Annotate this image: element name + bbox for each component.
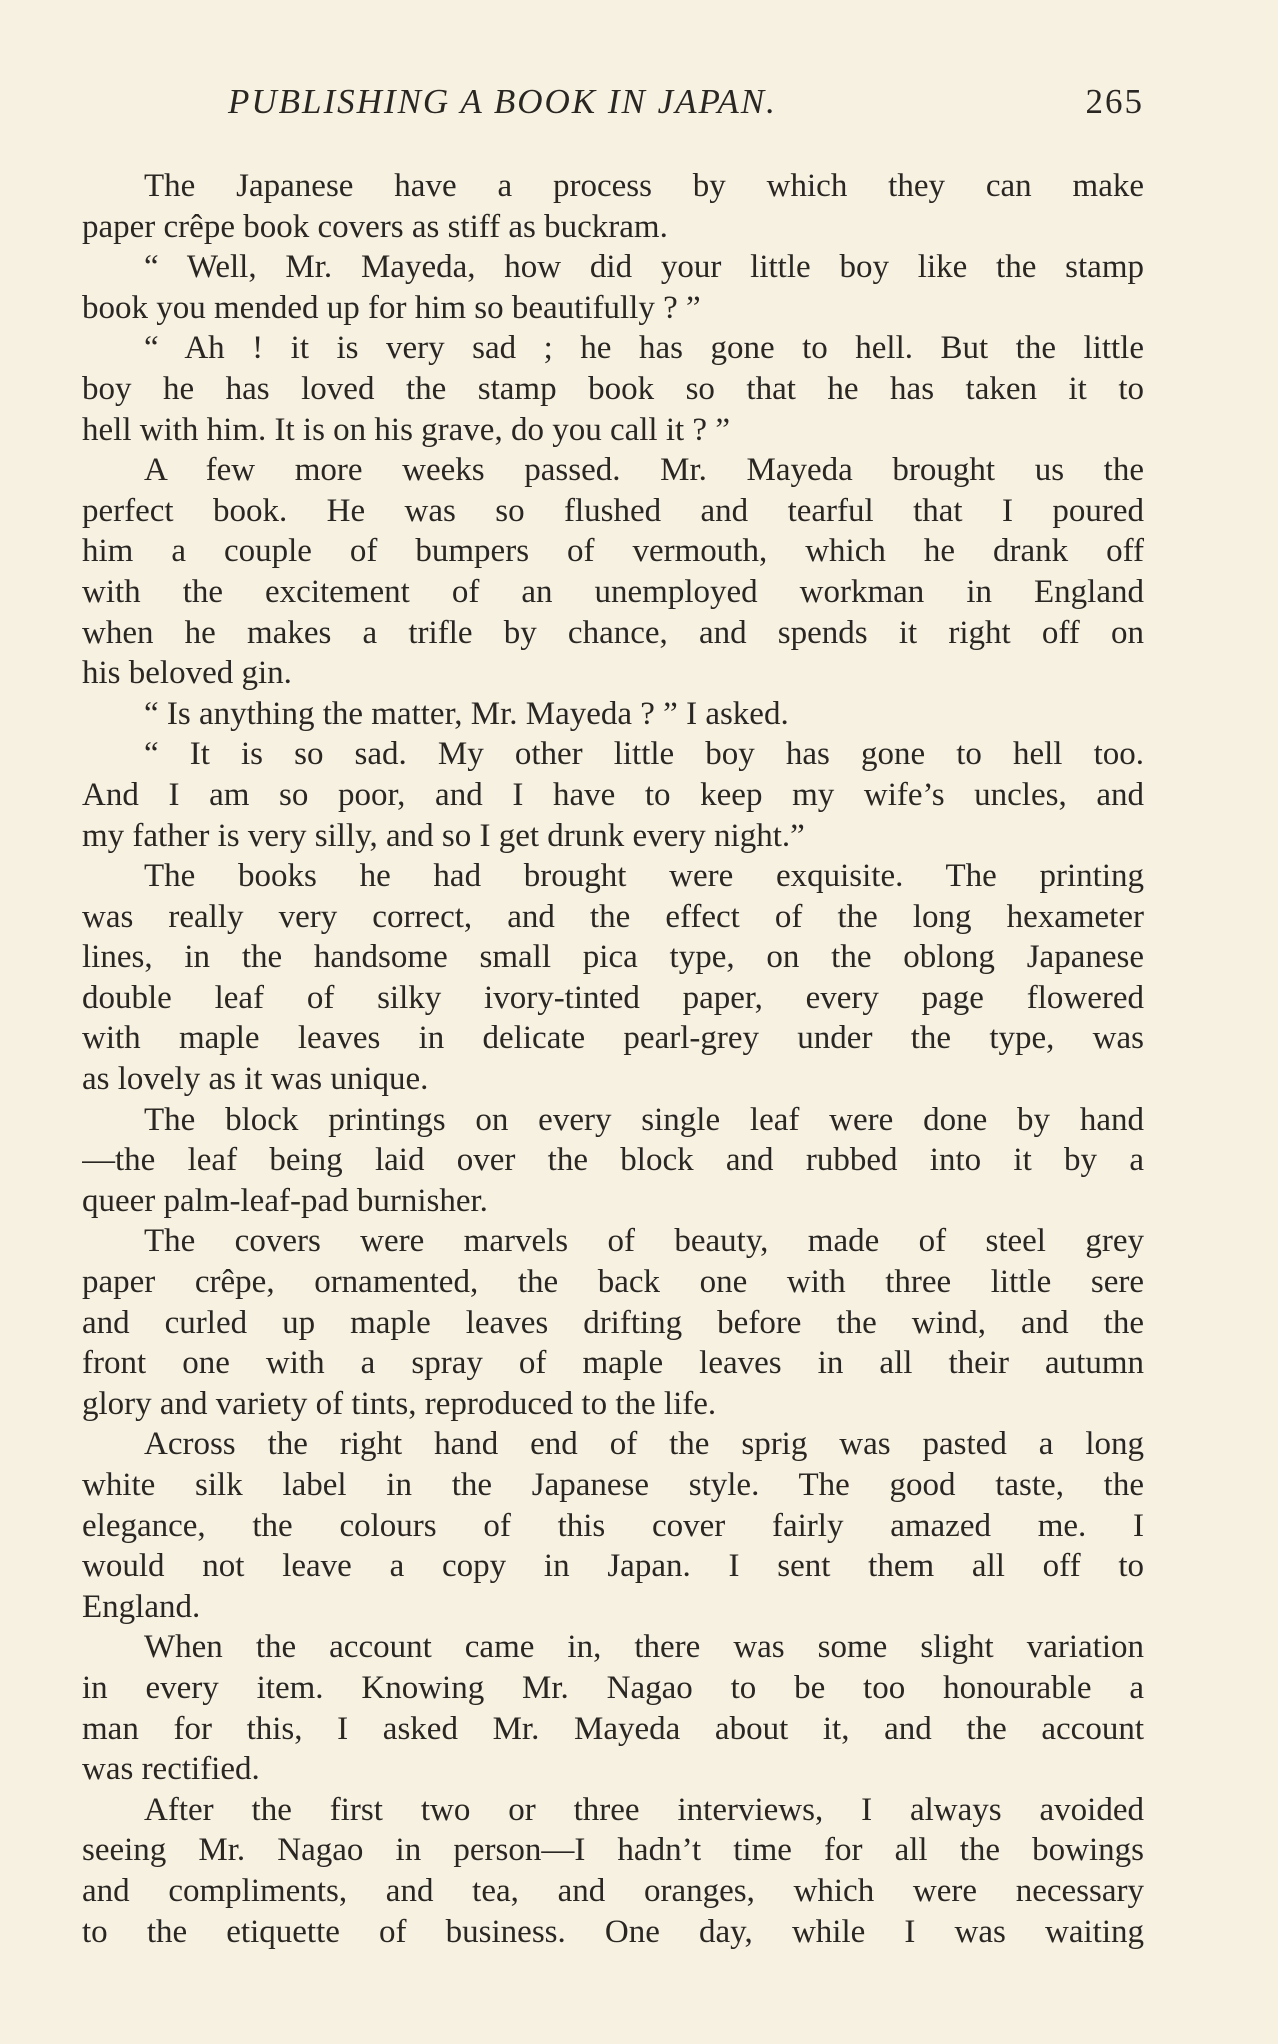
text-line: “ It is so sad. My other little boy has gone to hell too. (144, 736, 1144, 773)
text-line: his beloved gin. (82, 655, 292, 692)
text-line: Across the right hand end of the sprig was pasted a long (144, 1426, 1144, 1463)
text-line: book you mended up for him so beautifully ? ” (82, 289, 701, 326)
text-line: paper crêpe, ornamented, the back one with three little sere (82, 1264, 1144, 1301)
text-line: boy he has loved the stamp book so that he has taken it to (82, 370, 1144, 407)
text-line: was rectified. (82, 1751, 260, 1788)
page-number: 265 (1085, 82, 1144, 121)
running-title: PUBLISHING A BOOK IN JAPAN. (228, 82, 777, 121)
text-line: double leaf of silky ivory-tinted paper, every page flowered (82, 979, 1144, 1016)
text-line: The Japanese have a process by which they can make (144, 168, 1144, 204)
text-line: “ Well, Mr. Mayeda, how did your little boy like the stamp (144, 249, 1144, 286)
text-line: lines, in the handsome small pica type, on the oblong Japanese (82, 939, 1144, 976)
text-line: him a couple of bumpers of vermouth, which he drank off (82, 533, 1144, 570)
text-line: as lovely as it was unique. (82, 1061, 429, 1098)
text-line: And I am so poor, and I have to keep my wife’s uncles, and (82, 776, 1144, 813)
body-text (82, 166, 1144, 1952)
text-line: A few more weeks passed. Mr. Mayeda brought us the (144, 452, 1144, 489)
text-line: elegance, the colours of this cover fairly amazed me. I (82, 1507, 1144, 1544)
text-line: was really very correct, and the effect of the long hexameter (82, 898, 1144, 935)
text-line: with maple leaves in delicate pearl-grey under the type, was (82, 1020, 1144, 1057)
text-line: paper crêpe book covers as stiff as buckram. (82, 208, 668, 245)
text-line: and compliments, and tea, and oranges, which were necessary (82, 1872, 1144, 1909)
text-line: would not leave a copy in Japan. I sent them all off to (82, 1548, 1144, 1585)
text-line: hell with him. It is on his grave, do you call it ? ” (82, 411, 730, 448)
text-line: England. (82, 1588, 201, 1625)
text-line: When the account came in, there was some slight variation (144, 1629, 1144, 1666)
text-line: The covers were marvels of beauty, made of steel grey (144, 1223, 1144, 1260)
text-line: white silk label in the Japanese style. The good taste, the (82, 1467, 1144, 1503)
text-line: in every item. Knowing Mr. Nagao to be too honourable a (82, 1669, 1144, 1706)
text-line: The books he had brought were exquisite. The printing (144, 858, 1144, 895)
text-line: my father is very silly, and so I get drunk every night.” (82, 817, 805, 854)
text-line: with the excitement of an unemployed workman in England (82, 573, 1144, 610)
text-line: After the first two or three interviews, I always avoided (144, 1791, 1144, 1828)
text-line: glory and variety of tints, reproduced to the life. (82, 1385, 717, 1422)
text-line: queer palm-leaf-pad burnisher. (82, 1182, 488, 1219)
text-line: perfect book. He was so flushed and tearful that I poured (82, 492, 1144, 529)
text-line: “ Is anything the matter, Mr. Mayeda ? ” I asked. (144, 695, 789, 732)
text-line: The block printings on every single leaf were done by hand (144, 1101, 1144, 1138)
running-head (82, 82, 1144, 130)
text-line: man for this, I asked Mr. Mayeda about it, and the account (82, 1710, 1144, 1747)
text-line: and curled up maple leaves drifting before the wind, and the (82, 1304, 1144, 1341)
text-line: to the etiquette of business. One day, while I was waiting (82, 1913, 1144, 1950)
text-line: —the leaf being laid over the block and rubbed into it by a (82, 1142, 1144, 1179)
text-line: “ Ah ! it is very sad ; he has gone to hell. But the little (144, 330, 1144, 367)
text-line: front one with a spray of maple leaves in all their autumn (82, 1345, 1144, 1382)
text-line: when he makes a trifle by chance, and spends it right off on (82, 614, 1144, 651)
text-line: seeing Mr. Nagao in person—I hadn’t time for all the bowings (82, 1832, 1144, 1869)
